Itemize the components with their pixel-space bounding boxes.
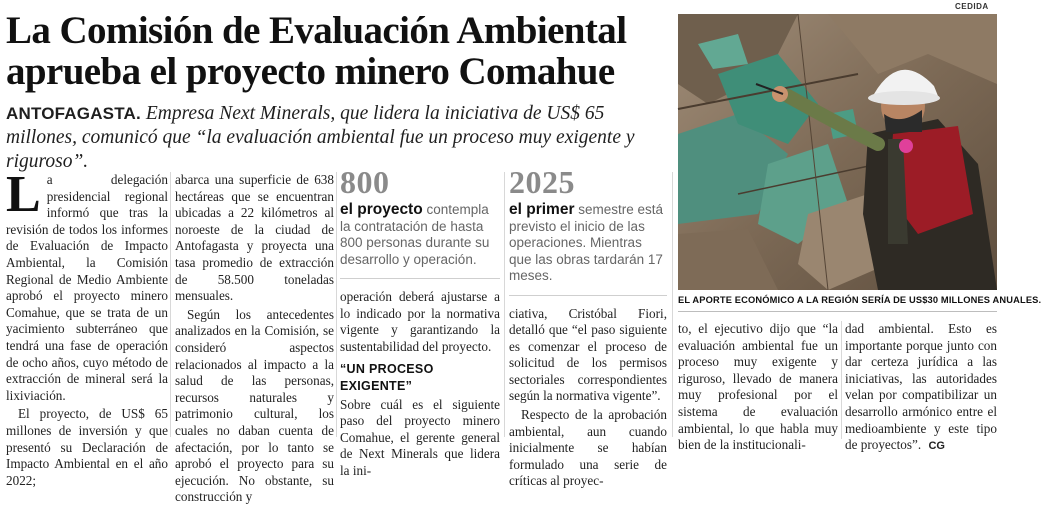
column-divider — [336, 172, 337, 437]
stat-lead: el primer — [509, 201, 575, 218]
photo-caption: EL APORTE ECONÓMICO A LA REGIÓN SERÍA DE US$30 MILLONES ANUALES. — [678, 295, 1041, 305]
body-paragraph: a delegación presidencial regional informó que tras la revisión de todos los informes de Evaluación de Impacto Ambiental, la Comisión Regional de Medio Ambiente aprobó el proyecto minero Comahue, que se trata de un yacimiento subterráneo que tendrá una fase de operación de ocho años, cuyo método de extracción de mineral será la lixiviación. — [6, 172, 168, 403]
stat-box-employment — [340, 166, 500, 279]
headline — [6, 10, 666, 92]
stat-description: el proyecto contempla la contratación de hasta 800 personas durante su desarrollo y operación. — [340, 201, 490, 267]
body-column-4 — [509, 166, 667, 492]
body-column-3 — [340, 166, 500, 482]
lead-text: Empresa Next Minerals, que lidera la iniciativa de US$ 65 millones, comunicó que “la evaluación ambiental fue un proceso muy exigente y riguroso”. — [6, 103, 635, 172]
stat-number: 800 — [340, 164, 390, 200]
caption-divider — [678, 311, 997, 312]
stat-description: el primer semestre está previsto el inicio de las operaciones. Mientras que las obras tardarán 17 meses. — [509, 201, 664, 283]
author-initials: CG — [928, 440, 945, 453]
stat-box-timeline — [509, 166, 667, 296]
body-paragraph: abarca una superficie de 638 hectáreas que se encuentran ubicadas a 22 kilómetros al noroeste de la ciudad de Antofagasta y proyecta una tasa promedio de extracción de 58.500 toneladas mensuales. — [175, 172, 334, 304]
body-column-6 — [845, 321, 997, 457]
column-divider — [841, 321, 842, 439]
body-column-1 — [6, 166, 168, 491]
body-paragraph: dad ambiental. Esto es importante porque junto con dar certeza jurídica a las iniciativas, las autoridades velan por compatibilizar un desarrollo armónico entre el medioambiente y este tipo de proyectos”. — [845, 321, 997, 453]
column-divider — [504, 172, 505, 437]
column-divider — [170, 172, 171, 437]
body-paragraph: Respecto de la aprobación ambiental, aun cuando inicialmente se habían formulado una serie de críticas al proyec- — [509, 407, 667, 489]
stat-number: 2025 — [509, 164, 575, 200]
stat-divider — [340, 278, 500, 279]
headline-line-1: La Comisión de Evaluación Ambiental — [6, 9, 627, 52]
body-paragraph: El proyecto, de US$ 65 millones de inversión y que presentó su Declaración de Impacto Ambiental en el año 2022; — [6, 406, 168, 488]
body-paragraph: ciativa, Cristóbal Fiori, detalló que “el paso siguiente es comenzar el proceso de solicitud de los permisos sectoriales correspondientes según la normativa vigente”. — [509, 305, 667, 404]
body-column-2 — [175, 172, 334, 508]
geologist-rock-illustration — [678, 14, 997, 290]
body-paragraph: Según los antecedentes analizados en la Comisión, se consideró aspectos relacionados al impacto a la salud de las personas, recursos naturales y patrimonio cultural, los cuales no daban cuenta de afectación, por lo tanto se aprobó el proyecto para su ejecución. No obstante, su construcción y — [175, 306, 334, 505]
dateline: ANTOFAGASTA. — [6, 104, 141, 123]
subheading: “UN PROCESO EXIGENTE” — [340, 362, 434, 393]
drop-cap: L — [6, 166, 41, 223]
photo-credit: CEDIDA — [955, 2, 989, 11]
article-photo — [678, 14, 997, 290]
body-column-5 — [678, 321, 838, 456]
stat-lead: el proyecto — [340, 201, 423, 218]
body-paragraph: operación deberá ajustarse a lo indicado por la normativa vigente y garantizando la sustentabilidad del proyecto. — [340, 289, 500, 354]
stat-divider — [509, 295, 667, 296]
headline-line-2: aprueba el proyecto minero Comahue — [6, 50, 615, 93]
body-paragraph: Sobre cuál es el siguiente paso del proyecto minero Comahue, el gerente general de Next Minerals que lidera la ini- — [340, 396, 500, 478]
column-divider — [672, 172, 673, 437]
body-paragraph: to, el ejecutivo dijo que “la evaluación ambiental fue un proceso muy exigente y riguroso, llevado de manera muy profesional por el sistema de evaluación ambiental, lo que habla muy bien de la institucionali- — [678, 321, 838, 453]
